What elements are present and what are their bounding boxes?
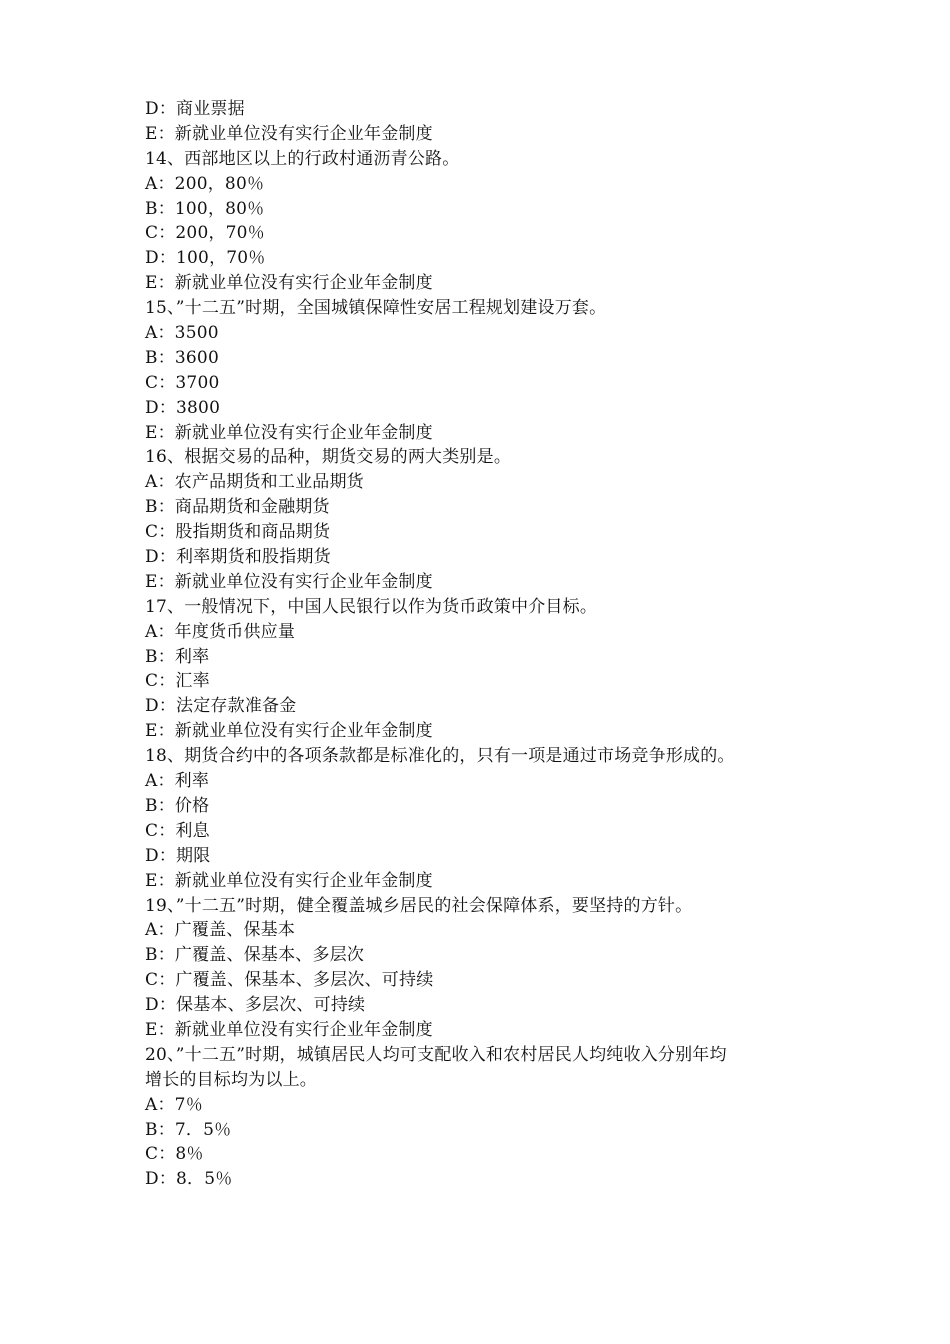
option-line: E：新就业单位没有实行企业年金制度 xyxy=(145,123,433,144)
option-line: D：法定存款准备金 xyxy=(145,696,297,717)
question-line-continued: 增长的目标均为以上。 xyxy=(145,1069,317,1090)
option-line: A：200，80％ xyxy=(145,173,265,194)
option-line: B：利率 xyxy=(145,646,210,667)
document-body xyxy=(145,97,815,1192)
option-line: C：3700 xyxy=(145,372,220,393)
option-line: A：利率 xyxy=(145,771,210,792)
option-line: D：3800 xyxy=(145,397,221,418)
option-line: E：新就业单位没有实行企业年金制度 xyxy=(145,1019,433,1040)
option-line: E：新就业单位没有实行企业年金制度 xyxy=(145,721,433,742)
option-line: D：商业票据 xyxy=(145,99,245,119)
option-line: E：新就业单位没有实行企业年金制度 xyxy=(145,422,433,443)
question-line: 20、”十二五”时期，城镇居民人均可支配收入和农村居民人均纯收入分别年均 xyxy=(145,1044,727,1065)
option-line: A：广覆盖、保基本 xyxy=(145,920,296,941)
option-line: B：广覆盖、保基本、多层次 xyxy=(145,945,365,966)
option-line: C：8％ xyxy=(145,1144,204,1165)
option-line: A：3500 xyxy=(145,323,219,344)
option-line: A：年度货币供应量 xyxy=(145,621,296,642)
option-line: E：新就业单位没有实行企业年金制度 xyxy=(145,273,433,294)
question-line: 19、”十二五”时期，健全覆盖城乡居民的社会保障体系，要坚持的方针。 xyxy=(145,895,693,916)
option-line: C：200，70％ xyxy=(145,223,265,244)
option-line: C：广覆盖、保基本、多层次、可持续 xyxy=(145,970,434,991)
option-line: B：100，80％ xyxy=(145,198,265,219)
question-line: 18、期货合约中的各项条款都是标准化的，只有一项是通过市场竞争形成的。 xyxy=(145,746,735,767)
option-line: B：7．5％ xyxy=(145,1119,232,1140)
option-line: A：7％ xyxy=(145,1094,203,1115)
option-line: B：3600 xyxy=(145,347,219,368)
option-line: B：价格 xyxy=(145,795,210,816)
option-line: D：期限 xyxy=(145,845,211,866)
option-line: C：利息 xyxy=(145,820,210,841)
option-line: C：股指期货和商品期货 xyxy=(145,522,331,543)
question-line: 17、一般情况下，中国人民银行以作为货币政策中介目标。 xyxy=(145,596,598,617)
option-line: D：8．5％ xyxy=(145,1169,233,1190)
option-line: E：新就业单位没有实行企业年金制度 xyxy=(145,870,433,891)
option-line: B：商品期货和金融期货 xyxy=(145,497,330,518)
option-line: D：保基本、多层次、可持续 xyxy=(145,995,366,1016)
option-line: A：农产品期货和工业品期货 xyxy=(145,472,364,493)
option-line: C：汇率 xyxy=(145,671,210,692)
question-line: 16、根据交易的品种，期货交易的两大类别是。 xyxy=(145,447,512,468)
option-line: D：利率期货和股指期货 xyxy=(145,547,331,568)
option-line: E：新就业单位没有实行企业年金制度 xyxy=(145,571,433,592)
question-line: 14、西部地区以上的行政村通沥青公路。 xyxy=(145,148,460,169)
option-line: D：100，70％ xyxy=(145,248,266,269)
question-line: 15、”十二五”时期，全国城镇保障性安居工程规划建设万套。 xyxy=(145,298,607,319)
